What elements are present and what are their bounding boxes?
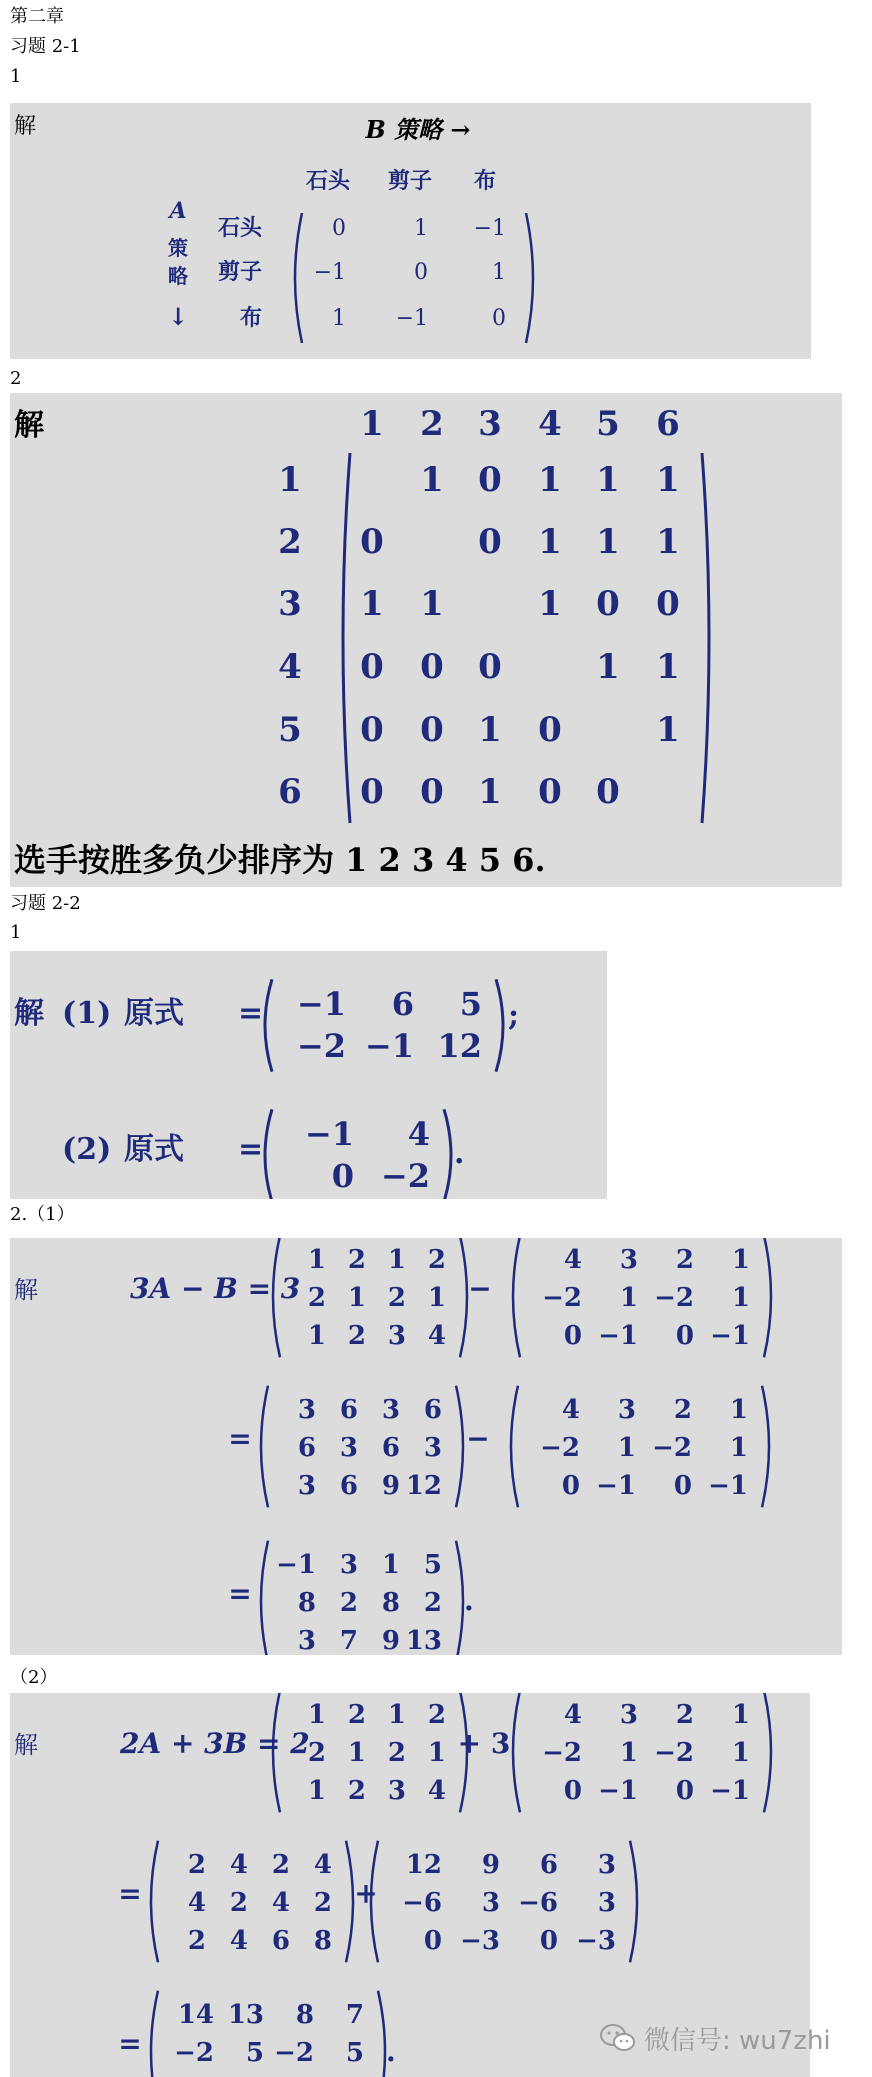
solution-panel-3a-minus-b: [10, 1238, 842, 1655]
matrix-cell: 6: [539, 1850, 558, 1880]
matrix-cell: 0: [492, 306, 506, 331]
matrix-cell: 6: [297, 1433, 316, 1463]
jie-label: 解: [14, 1731, 38, 1759]
matrix-cell: 5: [345, 2038, 364, 2068]
matrix-cell: −2: [380, 1157, 430, 1195]
matrix-cell: 1: [731, 1245, 750, 1275]
matrix-cell: 1: [538, 460, 562, 500]
row-header: 3: [278, 584, 302, 624]
matrix-cell: −2: [174, 2038, 214, 2068]
wechat-icon: [600, 2023, 636, 2053]
matrix-cell: 1: [347, 1283, 366, 1313]
solution-panel-tournament-matrix: [10, 393, 842, 887]
matrix-cell: 3: [297, 1395, 316, 1425]
matrix-cell: 3: [617, 1395, 636, 1425]
column-label: 剪子: [387, 168, 433, 194]
matrix-cell: −2: [542, 1283, 582, 1313]
matrix-cell: 4: [563, 1245, 582, 1275]
matrix-cell: 8: [295, 2000, 314, 2030]
right-paren: [526, 213, 533, 343]
matrix-cell: −3: [576, 1926, 616, 1956]
column-header: 6: [656, 404, 680, 444]
matrix-cell: 6: [423, 1395, 442, 1425]
matrix-cell: 4: [229, 1850, 248, 1880]
matrix-cell: 4: [271, 1888, 290, 1918]
matrix-cell: 3: [339, 1433, 358, 1463]
matrix-cell: 14: [177, 2000, 214, 2030]
matrix-cell: 4: [563, 1700, 582, 1730]
matrix-cell: −6: [518, 1888, 558, 1918]
matrix-cell: 1: [619, 1283, 638, 1313]
jie-label: 解: [14, 1276, 38, 1304]
matrix-cell: 1: [731, 1700, 750, 1730]
matrix-cell: 1: [332, 306, 346, 331]
matrix-cell: 2: [187, 1926, 206, 1956]
matrix-cell: 1: [307, 1321, 326, 1351]
matrix-cell: 4: [313, 1850, 332, 1880]
matrix-cell: 0: [538, 710, 562, 750]
matrix-cell: 3: [619, 1245, 638, 1275]
matrix-cell: 0: [420, 647, 444, 687]
equals-sign: =: [118, 2027, 142, 2060]
matrix-cell: 1: [387, 1245, 406, 1275]
matrix-cell: 2: [427, 1700, 446, 1730]
a-strategy-arrow: ↓: [167, 302, 189, 331]
equals-sign: =: [228, 1422, 252, 1455]
watermark: [600, 2018, 870, 2058]
column-header: 3: [478, 404, 502, 444]
b-strategy-header: B 策略 →: [365, 115, 471, 144]
matrix-cell: 4: [561, 1395, 580, 1425]
matrix-cell: 2: [229, 1888, 248, 1918]
matrix-cell: 1: [478, 772, 502, 812]
matrix-cell: 4: [407, 1115, 430, 1153]
matrix-cell: −1: [710, 1776, 750, 1806]
right-paren: [762, 1386, 769, 1508]
matrix-cell: −2: [542, 1738, 582, 1768]
question-number: 2: [10, 368, 22, 389]
matrix-cell: 2: [339, 1588, 358, 1618]
lhs-expression: 3A − B = 3: [130, 1272, 301, 1305]
matrix-cell: 3: [297, 1626, 316, 1655]
lhs-expression: 2A + 3B = 2: [120, 1727, 310, 1760]
equals-sign: =: [238, 996, 264, 1031]
solution-panel-matrix-sum: [10, 951, 607, 1199]
matrix-cell: 1: [387, 1700, 406, 1730]
matrix-cell: 6: [271, 1926, 290, 1956]
matrix-cell: 0: [478, 522, 502, 562]
matrix-cell: 0: [420, 710, 444, 750]
matrix-cell: 0: [538, 772, 562, 812]
matrix-cell: 0: [596, 772, 620, 812]
left-paren: [513, 1238, 520, 1357]
equals-sign: =: [238, 1132, 264, 1167]
left-paren: [151, 1991, 158, 2077]
matrix-cell: 0: [360, 772, 384, 812]
row-header: 5: [278, 710, 302, 750]
matrix-cell: −1: [473, 216, 506, 241]
matrix-cell: 0: [420, 772, 444, 812]
matrix-cell: 2: [427, 1245, 446, 1275]
matrix-cell: 2: [347, 1245, 366, 1275]
matrix-cell: 3: [387, 1776, 406, 1806]
row-header: 2: [278, 522, 302, 562]
matrix-cell: 1: [656, 647, 680, 687]
minus-sign: −: [466, 1422, 490, 1455]
matrix-cell: 0: [360, 522, 384, 562]
matrix-cell: 3: [339, 1550, 358, 1580]
matrix-cell: 7: [345, 2000, 364, 2030]
matrix-cell: 0: [360, 710, 384, 750]
matrix-cell: 8: [297, 1588, 316, 1618]
left-paren: [513, 1693, 520, 1812]
matrix-cell: −1: [710, 1321, 750, 1351]
period: .: [454, 1136, 465, 1171]
question-number: 1: [10, 922, 22, 943]
semicolon: ;: [508, 998, 520, 1033]
matrix-cell: 1: [729, 1395, 748, 1425]
matrix-cell: −1: [598, 1776, 638, 1806]
matrix-cell: 1: [617, 1433, 636, 1463]
right-paren: [444, 1109, 451, 1199]
matrix-cell: 12: [405, 1471, 442, 1501]
matrix-cell: 1: [596, 460, 620, 500]
left-paren: [261, 1541, 268, 1655]
matrix-cell: 2: [673, 1395, 692, 1425]
row-label: 剪子: [217, 259, 262, 285]
matrix-cell: 2: [187, 1850, 206, 1880]
left-paren: [265, 1109, 272, 1199]
part-label: (1): [62, 996, 112, 1031]
matrix-cell: 0: [539, 1926, 558, 1956]
row-label: 石头: [217, 215, 262, 241]
matrix-cell: 3: [423, 1433, 442, 1463]
matrix-cell: 2: [313, 1888, 332, 1918]
matrix-cell: 2: [387, 1738, 406, 1768]
matrix-cell: 2: [347, 1700, 366, 1730]
right-paren: [456, 1541, 463, 1655]
matrix-cell: 1: [420, 460, 444, 500]
matrix-cell: 3: [597, 1888, 616, 1918]
matrix-cell: 1: [478, 710, 502, 750]
a-strategy-label: 策: [168, 236, 188, 260]
yuanshi-label: 原式: [124, 1132, 184, 1167]
matrix-cell: 1: [492, 260, 506, 285]
equals-sign: =: [118, 1877, 142, 1910]
matrix-cell: 1: [347, 1738, 366, 1768]
matrix-cell: 3: [381, 1395, 400, 1425]
matrix-cell: 13: [405, 1626, 442, 1655]
matrix-cell: 12: [437, 1027, 482, 1065]
column-header: 2: [420, 404, 444, 444]
matrix-cell: 4: [427, 1776, 446, 1806]
matrix-cell: 0: [563, 1776, 582, 1806]
matrix-cell: 1: [656, 710, 680, 750]
matrix-cell: 3: [481, 1888, 500, 1918]
left-paren: [295, 213, 302, 343]
plus-three: + 3: [457, 1727, 511, 1760]
matrix-cell: −2: [654, 1738, 694, 1768]
right-paren: [460, 1238, 467, 1357]
matrix-cell: 1: [656, 522, 680, 562]
a-strategy-label: A: [169, 198, 187, 224]
matrix-cell: 1: [307, 1776, 326, 1806]
matrix-cell: 1: [420, 584, 444, 624]
matrix-cell: −1: [596, 1471, 636, 1501]
matrix-cell: 1: [596, 522, 620, 562]
matrix-cell: 8: [381, 1588, 400, 1618]
matrix-cell: 0: [423, 1926, 442, 1956]
ranking-conclusion: 选手按胜多负少排序为 1 2 3 4 5 6.: [14, 841, 546, 879]
matrix-cell: 1: [427, 1738, 446, 1768]
matrix-cell: −2: [274, 2038, 314, 2068]
matrix-cell: 0: [563, 1321, 582, 1351]
matrix-cell: 1: [307, 1700, 326, 1730]
matrix-cell: 1: [619, 1738, 638, 1768]
matrix-cell: 2: [307, 1283, 326, 1313]
matrix-cell: 1: [360, 584, 384, 624]
jie-label: 解: [14, 114, 37, 139]
matrix-cell: 0: [414, 260, 428, 285]
row-header: 4: [278, 647, 302, 687]
matrix-cell: −6: [402, 1888, 442, 1918]
matrix-cell: 5: [459, 985, 482, 1023]
part-label: (2): [62, 1132, 112, 1167]
left-paren: [151, 1841, 158, 1963]
right-paren: [496, 979, 503, 1071]
matrix-cell: 1: [731, 1283, 750, 1313]
column-header: 1: [360, 404, 384, 444]
matrix-cell: 5: [245, 2038, 264, 2068]
matrix-cell: 1: [538, 522, 562, 562]
matrix-cell: 1: [731, 1738, 750, 1768]
matrix-cell: 6: [381, 1433, 400, 1463]
right-paren: [764, 1693, 771, 1812]
matrix-cell: −3: [460, 1926, 500, 1956]
matrix-cell: 6: [339, 1471, 358, 1501]
row-header: 1: [278, 460, 302, 500]
matrix-cell: 1: [656, 460, 680, 500]
matrix-cell: 9: [381, 1626, 400, 1655]
left-paren: [511, 1386, 518, 1508]
matrix-cell: 12: [405, 1850, 442, 1880]
left-paren: [343, 453, 350, 823]
matrix-cell: 1: [729, 1433, 748, 1463]
matrix-cell: −1: [395, 306, 428, 331]
matrix-cell: 9: [481, 1850, 500, 1880]
column-header: 5: [596, 404, 620, 444]
plus-sign: +: [354, 1877, 378, 1910]
jie-label: 解: [14, 996, 44, 1031]
matrix-cell: 0: [673, 1471, 692, 1501]
row-label: 布: [239, 305, 262, 331]
right-paren: [630, 1841, 637, 1963]
right-paren: [456, 1386, 463, 1508]
exercise-2-2-title: 习题 2-2: [10, 893, 81, 914]
matrix-cell: 2: [307, 1738, 326, 1768]
right-paren: [702, 453, 709, 823]
matrix-cell: 0: [656, 584, 680, 624]
matrix-cell: 2: [347, 1776, 366, 1806]
matrix-cell: 8: [313, 1926, 332, 1956]
matrix-cell: 0: [675, 1776, 694, 1806]
watermark-text: 微信号: wu7zhi: [644, 2025, 831, 2056]
column-header: 4: [538, 404, 562, 444]
exercise-2-1-title: 习题 2-1: [10, 36, 81, 57]
matrix-cell: 4: [427, 1321, 446, 1351]
period: .: [464, 1584, 474, 1617]
matrix-cell: 3: [597, 1850, 616, 1880]
matrix-cell: 0: [332, 216, 346, 241]
matrix-cell: 0: [360, 647, 384, 687]
matrix-cell: −1: [276, 1550, 316, 1580]
matrix-cell: 5: [423, 1550, 442, 1580]
column-label: 石头: [305, 168, 351, 194]
solution-panel-strategy-matrix: [10, 103, 811, 359]
question-number-2-1: 2.（1）: [10, 1204, 75, 1225]
column-label: 布: [473, 168, 497, 194]
matrix-cell: 2: [347, 1321, 366, 1351]
equals-sign: =: [228, 1577, 252, 1610]
matrix-cell: 1: [307, 1245, 326, 1275]
matrix-cell: 13: [227, 2000, 264, 2030]
matrix-cell: 9: [381, 1471, 400, 1501]
matrix-cell: 6: [339, 1395, 358, 1425]
right-paren: [378, 1991, 385, 2077]
matrix-cell: −1: [296, 985, 346, 1023]
matrix-cell: −2: [652, 1433, 692, 1463]
chapter-title: 第二章: [10, 6, 64, 27]
period: .: [386, 2035, 396, 2068]
matrix-cell: 2: [675, 1700, 694, 1730]
matrix-cell: 1: [427, 1283, 446, 1313]
matrix-cell: −1: [364, 1027, 414, 1065]
left-paren: [265, 979, 272, 1071]
matrix-cell: −2: [296, 1027, 346, 1065]
matrix-cell: 6: [391, 985, 414, 1023]
matrix-cell: −1: [598, 1321, 638, 1351]
matrix-cell: 3: [297, 1471, 316, 1501]
right-paren: [764, 1238, 771, 1357]
matrix-cell: −1: [708, 1471, 748, 1501]
matrix-cell: 0: [561, 1471, 580, 1501]
matrix-cell: 2: [387, 1283, 406, 1313]
matrix-cell: −1: [313, 260, 346, 285]
matrix-cell: 2: [271, 1850, 290, 1880]
yuanshi-label: 原式: [124, 996, 184, 1031]
matrix-cell: 1: [381, 1550, 400, 1580]
matrix-cell: 1: [538, 584, 562, 624]
matrix-cell: 0: [331, 1157, 354, 1195]
matrix-cell: 4: [229, 1926, 248, 1956]
row-header: 6: [278, 772, 302, 812]
question-number-2-2: （2）: [10, 1667, 58, 1688]
matrix-cell: −2: [540, 1433, 580, 1463]
matrix-cell: 3: [619, 1700, 638, 1730]
matrix-cell: 0: [596, 584, 620, 624]
matrix-cell: 0: [478, 647, 502, 687]
minus-sign: −: [468, 1272, 492, 1305]
jie-label: 解: [14, 408, 44, 443]
matrix-cell: −1: [304, 1115, 354, 1153]
matrix-cell: 2: [675, 1245, 694, 1275]
left-paren: [261, 1386, 268, 1508]
matrix-cell: 1: [596, 647, 620, 687]
matrix-cell: −2: [654, 1283, 694, 1313]
matrix-cell: 0: [675, 1321, 694, 1351]
matrix-cell: 0: [478, 460, 502, 500]
matrix-cell: 1: [414, 216, 428, 241]
a-strategy-label: 略: [168, 264, 188, 288]
right-paren: [346, 1841, 353, 1963]
matrix-cell: 2: [423, 1588, 442, 1618]
question-number: 1: [10, 66, 22, 87]
matrix-cell: 4: [187, 1888, 206, 1918]
matrix-cell: 3: [387, 1321, 406, 1351]
matrix-cell: 7: [339, 1626, 358, 1655]
